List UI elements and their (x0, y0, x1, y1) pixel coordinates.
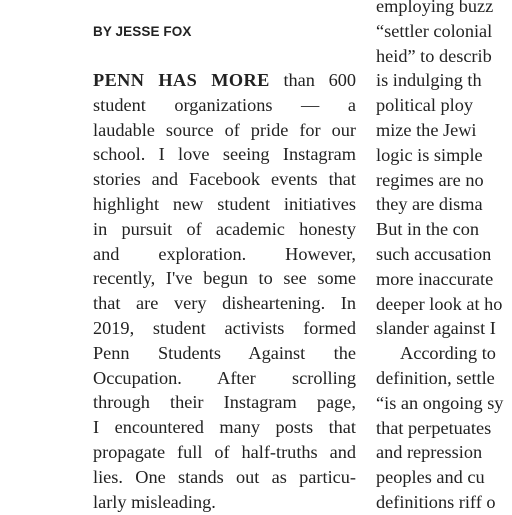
text-line: I encountered many posts that (93, 417, 356, 438)
text-line: larly misleading. (93, 491, 216, 512)
text-line: they are disma (376, 194, 483, 215)
text-line: through their Instagram page, (93, 392, 356, 413)
text-line: and exploration. However, (93, 243, 356, 264)
text-line: recently, I've begun to see some (93, 268, 356, 289)
text-line: stories and Facebook events that (93, 169, 356, 190)
text-line: definition, settle (376, 367, 495, 388)
lead-in: PENN HAS MORE (93, 70, 270, 90)
text-line: “settler colonial (376, 20, 493, 41)
text-line: lies. One stands out as particu- (93, 466, 356, 487)
text-line: political ploy (376, 95, 473, 116)
text-line: mize the Jewi (376, 119, 477, 140)
text-line: school. I love seeing Instagram (93, 144, 356, 165)
text-line: peoples and cu (376, 467, 485, 488)
text-line: PENN HAS MORE than 600 (93, 70, 356, 90)
text-line: According to (400, 343, 496, 364)
byline: BY JESSE FOX (93, 24, 192, 39)
text-line: logic is simple (376, 144, 483, 165)
text-line: slander against I (376, 318, 496, 339)
text-line: Occupation. After scrolling (93, 367, 356, 388)
text-line: employing buzz (376, 0, 494, 16)
text-line: propagate full of half-truths and (93, 441, 356, 462)
text-line: in pursuit of academic honesty (93, 218, 356, 239)
text-line: deeper look at ho (376, 293, 503, 314)
text-line: “is an ongoing sy (376, 392, 504, 413)
text-line: But in the con (376, 219, 480, 240)
text-line: that are very disheartening. In (93, 293, 356, 314)
article-column-2 (376, 0, 512, 515)
text-line: Penn Students Against the (93, 342, 356, 363)
text-line: more inaccurate (376, 268, 494, 289)
text-line: heid” to describ (376, 45, 492, 66)
text-line: that perpetuates (376, 417, 492, 438)
text-line: laudable source of pride for our (93, 119, 356, 140)
text-line: highlight new student initiatives (93, 193, 356, 214)
text-line: 2019, student activists formed (93, 317, 356, 338)
text-line: is indulging th (376, 70, 482, 91)
text-line: and repression (376, 442, 483, 463)
text-line: such accusation (376, 243, 492, 264)
article-column-1 (93, 68, 356, 514)
text-line: regimes are no (376, 169, 484, 190)
text-line: student organizations — a (93, 94, 356, 115)
text-line: definitions riff o (376, 491, 496, 512)
